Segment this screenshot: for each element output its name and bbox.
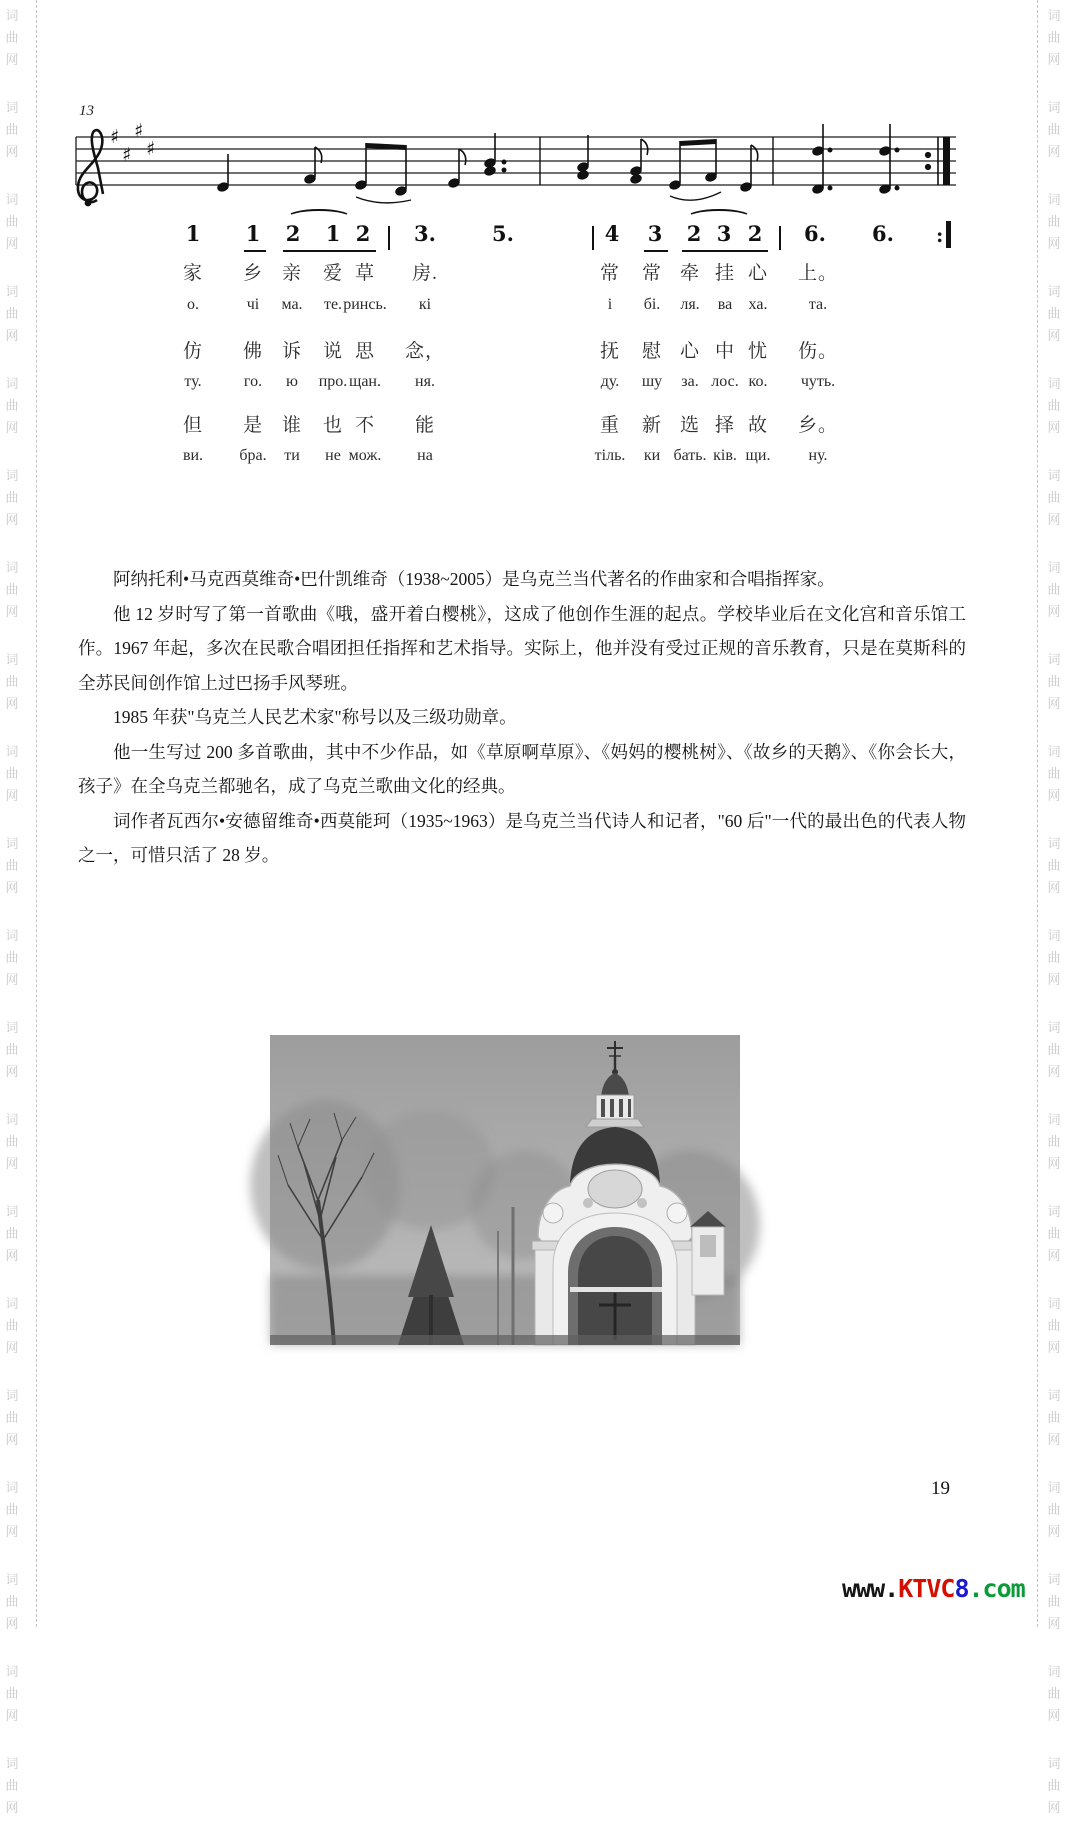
watermark-char: 曲 xyxy=(1047,1411,1061,1426)
lyric-syllable: 常 xyxy=(641,263,663,284)
measure-number: 13 xyxy=(79,103,94,119)
left-dashed-rule xyxy=(36,0,37,1627)
jianpu-underline xyxy=(682,250,768,252)
paragraph: 词作者瓦西尔•安德留维奇•西莫能珂（1935~1963）是乌克兰当代诗人和记者，"60 后"一代的最出色的代表人物之一，可惜只活了 28 岁。 xyxy=(78,810,966,865)
lyric-syllable: 心 xyxy=(679,341,701,362)
paragraph: 他一生写过 200 多首歌曲，其中不少作品，如《草原啊草原》、《妈妈的樱桃树》、《故乡的天鹅》、《你会长大，孩子》在全乌克兰都驰名，成了乌克兰歌曲文化的经典。 xyxy=(78,741,966,796)
watermark-char: 网 xyxy=(5,1525,19,1540)
watermark-char: 词 xyxy=(5,1389,19,1404)
watermark-char: 词 xyxy=(1047,561,1061,576)
lyric-syllable: 爱 xyxy=(322,263,344,284)
lyric-syllable: 选 xyxy=(679,415,701,436)
jianpu-barline xyxy=(779,226,781,250)
watermark-char: 网 xyxy=(5,881,19,896)
watermark-char: 曲 xyxy=(1047,31,1061,46)
watermark-char: 网 xyxy=(1047,1065,1061,1080)
watermark-group xyxy=(5,98,18,164)
lyric-syllable: 乡。 xyxy=(797,415,839,436)
watermark-group xyxy=(1047,98,1060,164)
watermark-char: 词 xyxy=(1047,377,1061,392)
jianpu-note: 2 xyxy=(285,221,301,246)
watermark-char: 词 xyxy=(1047,193,1061,208)
jianpu-underline xyxy=(283,250,376,252)
lyric-syllable: ко. xyxy=(748,373,768,390)
jianpu-note: 2 xyxy=(747,221,763,246)
jianpu-note: 1 xyxy=(325,221,341,246)
watermark-group xyxy=(5,1018,18,1084)
watermark-char: 词 xyxy=(5,469,19,484)
lyric-syllable: 心 xyxy=(747,263,769,284)
jianpu-note: 1 xyxy=(245,221,261,246)
watermark-char: 网 xyxy=(1047,53,1061,68)
watermark-char: 曲 xyxy=(1047,675,1061,690)
watermark-char: 曲 xyxy=(5,123,19,138)
jianpu-barline xyxy=(388,226,390,250)
paragraph: 阿纳托利•马克西莫维奇•巴什凯维奇（1938~2005）是乌克兰当代著名的作曲家和合唱指挥家。 xyxy=(113,569,835,589)
watermark-group xyxy=(5,190,18,256)
lyric-syllable: ля. xyxy=(680,296,700,313)
watermark-group xyxy=(1047,1662,1060,1728)
watermark-group xyxy=(5,1754,18,1820)
watermark-char: 词 xyxy=(5,1113,19,1128)
watermark-char: 词 xyxy=(5,837,19,852)
lyric-syllable: 佛 xyxy=(242,341,264,362)
lyric-syllable: 家 xyxy=(182,263,204,284)
watermark-char: 曲 xyxy=(5,1227,19,1242)
watermark-group xyxy=(5,374,18,440)
lyric-syllable: 草 xyxy=(354,263,376,284)
lyric-syllable: 仿 xyxy=(182,341,204,362)
jianpu-slur xyxy=(686,209,752,227)
lyric-syllable: 说 xyxy=(322,341,344,362)
lyric-syllable: ки xyxy=(643,447,661,464)
watermark-char: 网 xyxy=(5,1709,19,1724)
jianpu-barline xyxy=(592,226,594,250)
watermark-char: 词 xyxy=(5,1205,19,1220)
watermark-char: 网 xyxy=(1047,329,1061,344)
watermark-char: 曲 xyxy=(5,675,19,690)
watermark-char: 曲 xyxy=(1047,951,1061,966)
watermark-char: 曲 xyxy=(1047,1227,1061,1242)
watermark-char: 曲 xyxy=(1047,1687,1061,1702)
watermark-char: 曲 xyxy=(1047,123,1061,138)
watermark-char: 曲 xyxy=(1047,1779,1061,1794)
watermark-group xyxy=(5,1110,18,1176)
watermark-char: 网 xyxy=(5,421,19,436)
jianpu-note: 3 xyxy=(716,221,732,246)
watermark-char: 曲 xyxy=(5,1595,19,1610)
treble-clef-icon xyxy=(78,130,103,206)
watermark-char: 词 xyxy=(5,9,19,24)
watermark-char: 词 xyxy=(5,193,19,208)
lyric-syllable: 择 xyxy=(714,415,736,436)
watermark-char: 网 xyxy=(5,53,19,68)
watermark-group xyxy=(1047,742,1060,808)
watermark-char: 网 xyxy=(5,973,19,988)
lyric-syllable: 常 xyxy=(599,263,621,284)
watermark-char: 曲 xyxy=(5,951,19,966)
watermark-char: 词 xyxy=(5,929,19,944)
watermark-column-right xyxy=(1045,6,1063,1846)
watermark-char: 网 xyxy=(5,789,19,804)
ktvc8-logo[interactable] xyxy=(842,1574,1025,1603)
watermark-char: 曲 xyxy=(1047,1135,1061,1150)
watermark-char: 网 xyxy=(1047,789,1061,804)
watermark-group xyxy=(1047,1754,1060,1820)
watermark-group xyxy=(5,1478,18,1544)
watermark-char: 词 xyxy=(5,1021,19,1036)
lyric-syllable: кі xyxy=(418,296,432,313)
watermark-char: 网 xyxy=(5,1249,19,1264)
watermark-char: 曲 xyxy=(5,767,19,782)
watermark-group xyxy=(5,1294,18,1360)
jianpu-note: 6. xyxy=(804,221,826,246)
watermark-char: 曲 xyxy=(5,1411,19,1426)
watermark-char: 词 xyxy=(1047,9,1061,24)
watermark-char: 曲 xyxy=(1047,1319,1061,1334)
watermark-char: 曲 xyxy=(5,1687,19,1702)
lyric-syllable: те. xyxy=(323,296,343,313)
watermark-char: 曲 xyxy=(5,215,19,230)
watermark-char: 词 xyxy=(1047,1481,1061,1496)
watermark-char: 曲 xyxy=(1047,1503,1061,1518)
jianpu-note: 2 xyxy=(355,221,371,246)
lyric-syllable: 抚 xyxy=(599,341,621,362)
watermark-char: 曲 xyxy=(5,491,19,506)
lyric-syllable: ви. xyxy=(182,447,204,464)
watermark-char: 网 xyxy=(1047,421,1061,436)
lyric-syllable: чі xyxy=(246,296,260,313)
watermark-char: 曲 xyxy=(5,307,19,322)
watermark-column-left xyxy=(3,6,21,1846)
watermark-char: 词 xyxy=(5,745,19,760)
watermark-char: 网 xyxy=(1047,1709,1061,1724)
watermark-char: 词 xyxy=(5,1757,19,1772)
lyric-syllable: 挂 xyxy=(714,263,736,284)
watermark-group xyxy=(5,282,18,348)
watermark-char: 网 xyxy=(5,1065,19,1080)
lyric-syllable: 伤。 xyxy=(797,341,839,362)
watermark-group xyxy=(1047,374,1060,440)
jianpu-note: 5. xyxy=(492,221,514,246)
watermark-char: 曲 xyxy=(1047,1595,1061,1610)
lyric-syllable: щи. xyxy=(745,447,771,464)
watermark-group xyxy=(1047,650,1060,716)
watermark-char: 曲 xyxy=(1047,215,1061,230)
watermark-char: 网 xyxy=(1047,697,1061,712)
lyric-syllable: ків. xyxy=(713,447,737,464)
logo-8: 8 xyxy=(954,1574,969,1603)
watermark-group xyxy=(5,1386,18,1452)
watermark-char: 曲 xyxy=(5,1135,19,1150)
watermark-char: 曲 xyxy=(1047,583,1061,598)
lyric-syllable: 中 xyxy=(714,341,736,362)
watermark-char: 词 xyxy=(1047,929,1061,944)
lyric-syllable: 念， xyxy=(404,341,446,362)
watermark-char: 词 xyxy=(1047,469,1061,484)
watermark-char: 词 xyxy=(1047,745,1061,760)
watermark-group xyxy=(1047,1570,1060,1636)
watermark-group xyxy=(1047,190,1060,256)
watermark-group xyxy=(5,742,18,808)
watermark-char: 词 xyxy=(1047,1573,1061,1588)
watermark-group xyxy=(1047,1478,1060,1544)
watermark-group xyxy=(5,1570,18,1636)
jianpu-note: 6. xyxy=(872,221,894,246)
watermark-char: 网 xyxy=(1047,1525,1061,1540)
watermark-char: 词 xyxy=(1047,1757,1061,1772)
lyric-syllable: 上。 xyxy=(797,263,839,284)
watermark-char: 网 xyxy=(5,1433,19,1448)
watermark-char: 曲 xyxy=(5,859,19,874)
repeat-thick-bar xyxy=(946,221,951,248)
watermark-char: 曲 xyxy=(5,1503,19,1518)
watermark-char: 曲 xyxy=(1047,491,1061,506)
watermark-char: 网 xyxy=(1047,1801,1061,1816)
watermark-char: 词 xyxy=(1047,1665,1061,1680)
lyric-syllable: 诉 xyxy=(281,341,303,362)
repeat-dots: : xyxy=(936,222,944,247)
lyric-syllable: ня. xyxy=(415,373,435,390)
lyric-syllable: 谁 xyxy=(281,415,303,436)
jianpu-underline xyxy=(244,250,266,252)
svg-text:♯: ♯ xyxy=(122,144,132,166)
watermark-char: 网 xyxy=(1047,973,1061,988)
watermark-char: 曲 xyxy=(5,1779,19,1794)
watermark-group xyxy=(1047,1294,1060,1360)
svg-text:♯: ♯ xyxy=(146,138,156,160)
lyric-syllable: лос. xyxy=(711,373,739,390)
lyric-syllable: 故 xyxy=(747,415,769,436)
watermark-char: 网 xyxy=(5,605,19,620)
watermark-char: 词 xyxy=(1047,1113,1061,1128)
lyric-syllable: і xyxy=(607,296,613,313)
logo-www: www. xyxy=(842,1574,899,1603)
watermark-char: 网 xyxy=(5,329,19,344)
lyric-syllable: 能 xyxy=(414,415,436,436)
lyric-syllable: шу xyxy=(641,373,663,390)
lyric-syllable: 是 xyxy=(242,415,264,436)
lyric-syllable: ду. xyxy=(600,373,620,390)
lyric-syllable: 思 xyxy=(354,341,376,362)
watermark-char: 词 xyxy=(5,653,19,668)
lyric-syllable: 房. xyxy=(412,263,438,284)
jianpu-slur xyxy=(286,209,352,227)
watermark-char: 网 xyxy=(1047,605,1061,620)
watermark-char: 词 xyxy=(1047,285,1061,300)
lyric-syllable: го. xyxy=(243,373,263,390)
jianpu-note: 3 xyxy=(647,221,663,246)
lyric-syllable: тіль. xyxy=(594,447,626,464)
watermark-char: 网 xyxy=(5,145,19,160)
lyric-syllable: про. xyxy=(318,373,348,390)
lyric-syllable: ту. xyxy=(184,373,202,390)
jianpu-note: 2 xyxy=(686,221,702,246)
article-text xyxy=(78,562,966,873)
watermark-char: 网 xyxy=(5,1801,19,1816)
lyric-syllable: 乡 xyxy=(242,263,264,284)
watermark-group xyxy=(5,558,18,624)
lyric-syllable: бать. xyxy=(673,447,707,464)
lyric-syllable: мож. xyxy=(348,447,382,464)
lyric-syllable: ха. xyxy=(748,296,768,313)
watermark-char: 词 xyxy=(5,1573,19,1588)
watermark-char: 词 xyxy=(1047,1297,1061,1312)
watermark-group xyxy=(5,1662,18,1728)
watermark-char: 网 xyxy=(5,1157,19,1172)
watermark-char: 曲 xyxy=(5,31,19,46)
lyric-syllable: ю xyxy=(286,373,298,390)
key-signature-sharps xyxy=(110,120,155,166)
lyric-syllable: за. xyxy=(681,373,699,390)
watermark-char: 曲 xyxy=(5,1043,19,1058)
sheet-music-staff xyxy=(70,110,962,214)
watermark-char: 网 xyxy=(1047,1249,1061,1264)
lyric-syllable: 牵 xyxy=(679,263,701,284)
lyric-syllable: 亲 xyxy=(281,263,303,284)
jianpu-note: 1 xyxy=(185,221,201,246)
logo-ktvc: KTVC xyxy=(898,1574,955,1603)
lyric-syllable: ма. xyxy=(281,296,303,313)
watermark-char: 网 xyxy=(1047,513,1061,528)
logo-com: .com xyxy=(968,1574,1025,1603)
watermark-group xyxy=(1047,1386,1060,1452)
watermark-char: 词 xyxy=(1047,1389,1061,1404)
paragraph: 他 12 岁时写了第一首歌曲《哦，盛开着白樱桃》，这成了他创作生涯的起点。学校毕业后在文化宫和音乐馆工作。1967 年起，多次在民歌合唱团担任指挥和艺术指导。实际上，他并没有受过正规的音乐教育，只是在莫斯科的全苏民间创作馆上过巴扬手风琴班。 xyxy=(78,603,966,693)
lyric-syllable: щан. xyxy=(349,373,381,390)
watermark-char: 网 xyxy=(1047,1433,1061,1448)
lyric-syllable: ну. xyxy=(808,447,828,464)
svg-text:♯: ♯ xyxy=(134,120,144,142)
watermark-char: 词 xyxy=(1047,1205,1061,1220)
watermark-char: 网 xyxy=(5,513,19,528)
jianpu-repeat-sign xyxy=(936,221,951,248)
watermark-group xyxy=(5,1202,18,1268)
lyric-syllable: ринсь. xyxy=(343,296,387,313)
page-number: 19 xyxy=(931,1478,950,1499)
lyric-syllable: 新 xyxy=(641,415,663,436)
watermark-group xyxy=(1047,834,1060,900)
watermark-char: 曲 xyxy=(5,583,19,598)
watermark-group xyxy=(1047,926,1060,992)
watermark-char: 词 xyxy=(5,101,19,116)
watermark-group xyxy=(5,926,18,992)
watermark-char: 词 xyxy=(5,285,19,300)
watermark-char: 词 xyxy=(1047,1021,1061,1036)
watermark-char: 词 xyxy=(5,1297,19,1312)
lyric-syllable: та. xyxy=(808,296,828,313)
watermark-char: 词 xyxy=(1047,837,1061,852)
watermark-group xyxy=(5,6,18,72)
watermark-char: 曲 xyxy=(5,1319,19,1334)
jianpu-note: 3. xyxy=(414,221,436,246)
watermark-char: 网 xyxy=(5,1617,19,1632)
watermark-char: 词 xyxy=(5,561,19,576)
watermark-char: 曲 xyxy=(1047,767,1061,782)
watermark-group xyxy=(5,650,18,716)
watermark-char: 网 xyxy=(5,237,19,252)
lyric-syllable: бі. xyxy=(643,296,661,313)
lyric-syllable: ти xyxy=(284,447,300,464)
svg-text:♯: ♯ xyxy=(110,126,120,148)
watermark-char: 曲 xyxy=(1047,399,1061,414)
jianpu-underline xyxy=(644,250,668,252)
watermark-group xyxy=(1047,6,1060,72)
watermark-char: 网 xyxy=(1047,145,1061,160)
lyric-syllable: ва xyxy=(717,296,733,313)
chapel-photo xyxy=(270,1035,740,1345)
watermark-char: 网 xyxy=(5,697,19,712)
lyric-syllable: 忧 xyxy=(747,341,769,362)
lyric-syllable: 也 xyxy=(322,415,344,436)
lyric-syllable: 但 xyxy=(182,415,204,436)
watermark-char: 网 xyxy=(1047,881,1061,896)
watermark-char: 词 xyxy=(5,1665,19,1680)
paragraph: 1985 年获"乌克兰人民艺术家"称号以及三级功勋章。 xyxy=(113,707,517,727)
watermark-char: 网 xyxy=(1047,237,1061,252)
watermark-char: 词 xyxy=(1047,653,1061,668)
lyric-syllable: 重 xyxy=(599,415,621,436)
lyric-syllable: 慰 xyxy=(641,341,663,362)
watermark-group xyxy=(5,466,18,532)
lyric-syllable: на xyxy=(417,447,433,464)
watermark-char: 曲 xyxy=(1047,307,1061,322)
lyric-syllable: бра. xyxy=(239,447,267,464)
watermark-group xyxy=(1047,282,1060,348)
lyric-syllable: о. xyxy=(187,296,199,313)
watermark-char: 曲 xyxy=(1047,859,1061,874)
watermark-char: 曲 xyxy=(1047,1043,1061,1058)
watermark-group xyxy=(5,834,18,900)
watermark-group xyxy=(1047,1202,1060,1268)
watermark-char: 词 xyxy=(1047,101,1061,116)
watermark-group xyxy=(1047,1018,1060,1084)
right-dashed-rule xyxy=(1037,0,1038,1627)
watermark-char: 网 xyxy=(5,1341,19,1356)
lyric-syllable: 不 xyxy=(354,415,376,436)
jianpu-note: 4 xyxy=(604,221,620,246)
lyric-syllable: не xyxy=(325,447,341,464)
lyric-syllable: чуть. xyxy=(800,373,836,390)
watermark-group xyxy=(1047,466,1060,532)
watermark-char: 网 xyxy=(1047,1341,1061,1356)
watermark-group xyxy=(1047,1110,1060,1176)
watermark-char: 词 xyxy=(5,377,19,392)
watermark-char: 网 xyxy=(1047,1157,1061,1172)
watermark-group xyxy=(1047,558,1060,624)
watermark-char: 网 xyxy=(1047,1617,1061,1632)
watermark-char: 词 xyxy=(5,1481,19,1496)
watermark-char: 曲 xyxy=(5,399,19,414)
